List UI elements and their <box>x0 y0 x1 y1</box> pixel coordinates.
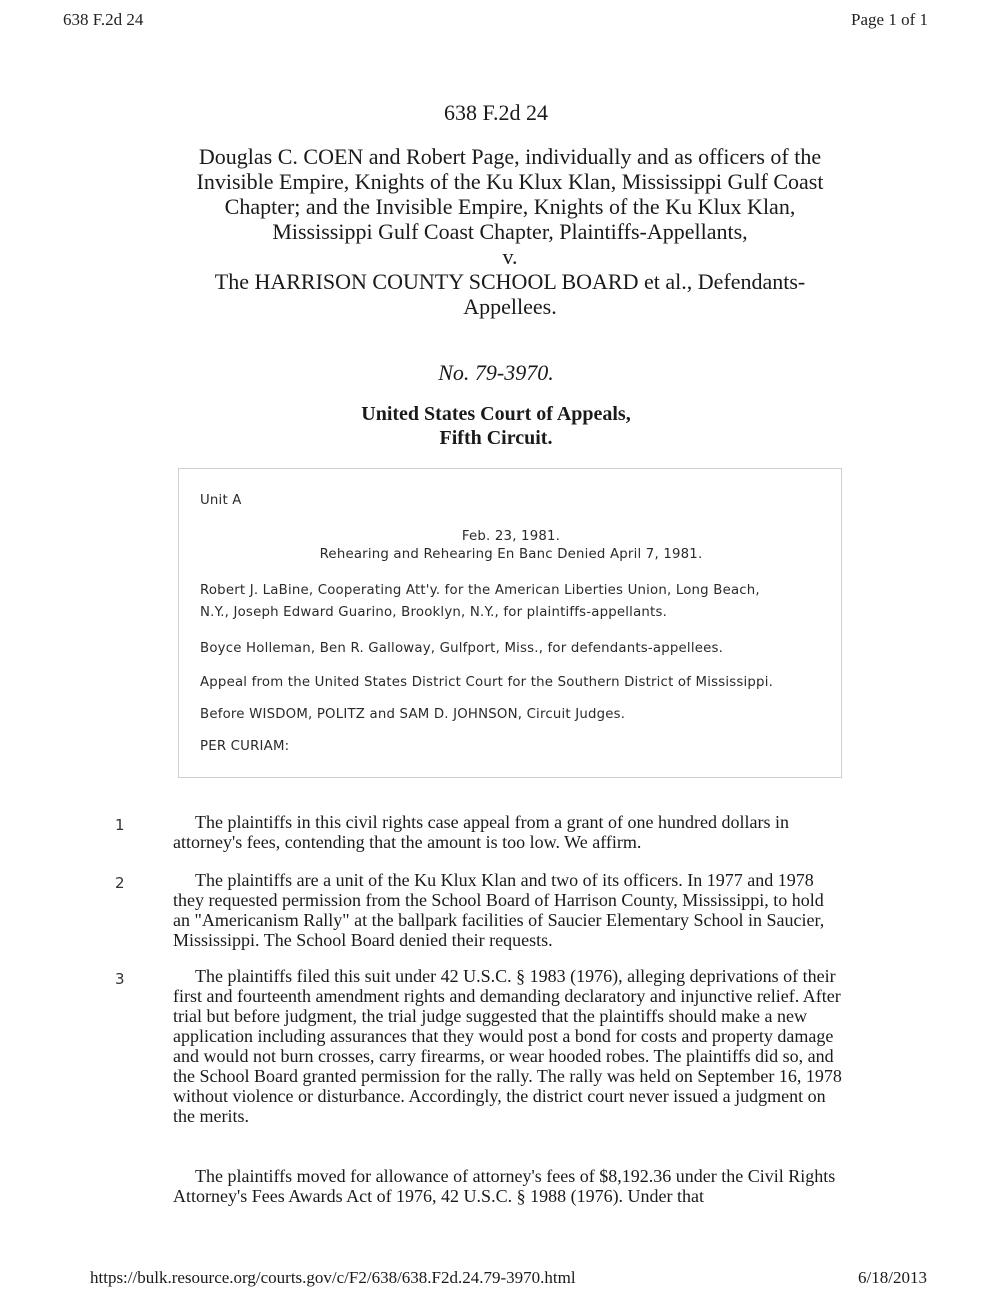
court-line-1: United States Court of Appeals, <box>361 403 631 425</box>
paragraph-number: 1 <box>115 816 125 834</box>
docket-number: No. 79-3970. <box>438 360 554 385</box>
plaintiffs: Douglas C. COEN and Robert Page, individually and as officers of the Invisible Empire, Knights of the Ku Klux Klan, Mississippi Gulf Coast Chapter; and the Invisible Empire, Knights of the Ku Klux Klan, Mississippi Gulf Coast Chapter, Plaintiffs-Appellants, <box>196 144 824 244</box>
defendants: The HARRISON COUNTY SCHOOL BOARD et al., Defendants-Appellees. <box>214 269 806 319</box>
paragraph-number: 3 <box>115 970 125 988</box>
paragraph: The plaintiffs in this civil rights case appeal from a grant of one hundred dollars in attorney's fees, contending that the amount is too low. We affirm. <box>173 812 790 852</box>
header-citation: 638 F.2d 24 <box>63 10 144 29</box>
unit-label: Unit A <box>200 493 242 508</box>
counsel-plaintiffs-line-1: Robert J. LaBine, Cooperating Att'y. for the American Liberties Union, Long Beach, <box>200 583 760 598</box>
paragraph-number: 2 <box>115 874 125 892</box>
case-info-box <box>178 468 842 778</box>
case-citation: 638 F.2d 24 <box>444 100 548 125</box>
paragraph: The plaintiffs are a unit of the Ku Klux Klan and two of its officers. In 1977 and 1978 they requested permission from the School Board of Harrison County, Mississippi, to hold an "Americanism Rally" at the ballpark facilities of Saucier Elementary School in Saucier, Mississippi. The School Board denied their requests. <box>173 870 825 950</box>
per-curiam: PER CURIAM: <box>200 739 290 754</box>
counsel-defendants: Boyce Holleman, Ben R. Galloway, Gulfport, Miss., for defendants-appellees. <box>200 641 724 656</box>
case-parties <box>190 144 830 319</box>
court-line-2: Fifth Circuit. <box>439 427 553 449</box>
appeal-origin: Appeal from the United States District Court for the Southern District of Mississippi. <box>200 675 774 690</box>
counsel-plaintiffs-line-2: N.Y., Joseph Edward Guarino, Brooklyn, N.Y., for plaintiffs-appellants. <box>200 605 668 620</box>
decision-date: Feb. 23, 1981. <box>461 529 561 544</box>
versus: v. <box>502 244 518 269</box>
footer-date: 6/18/2013 <box>858 1268 927 1287</box>
rehearing-note: Rehearing and Rehearing En Banc Denied April 7, 1981. <box>319 547 703 562</box>
judges-panel: Before WISDOM, POLITZ and SAM D. JOHNSON, Circuit Judges. <box>200 707 626 722</box>
header-page-number: Page 1 of 1 <box>851 10 928 29</box>
court-name <box>0 402 992 450</box>
paragraph: The plaintiffs moved for allowance of attorney's fees of $8,192.36 under the Civil Rights Attorney's Fees Awards Act of 1976, 42 U.S.C. § 1988 (1976). Under that <box>173 1166 836 1206</box>
footer-url: https://bulk.resource.org/courts.gov/c/F2/638/638.F2d.24.79-3970.html <box>90 1268 576 1287</box>
paragraph: The plaintiffs filed this suit under 42 U.S.C. § 1983 (1976), alleging deprivations of their first and fourteenth amendment rights and demanding declaratory and injunctive relief. After trial but before judgment, the trial judge suggested that the plaintiffs should make a new application including assurances that they would post a bond for costs and property damage and would not burn crosses, carry firearms, or wear hooded robes. The plaintiffs did so, and the School Board granted permission for the rally. The rally was held on September 16, 1978 without violence or disturbance. Accordingly, the district court never issued a judgment on the merits. <box>173 966 842 1126</box>
